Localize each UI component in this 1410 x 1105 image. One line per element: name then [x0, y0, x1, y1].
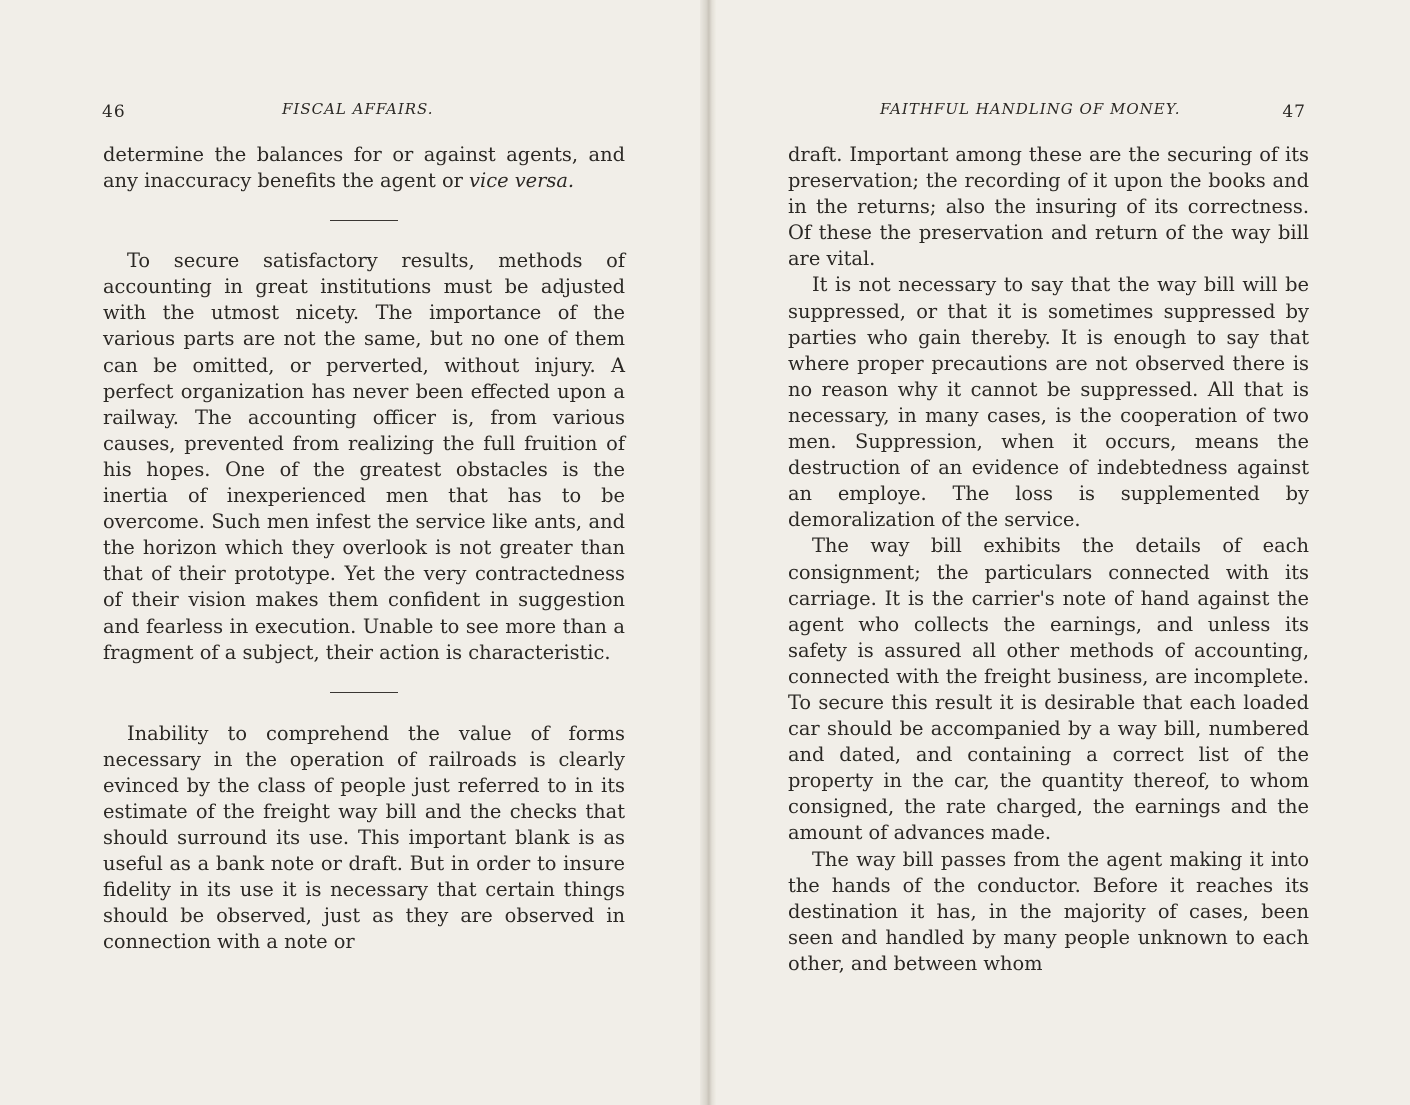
left-running-head: FISCAL AFFAIRS.	[282, 100, 434, 118]
left-paragraph-3: Inability to comprehend the value of forms necessary in the operation of railroads is clearly evinced by the class of people just referred to in its estimate of the freight way bill and the checks that should surround its use. This important blank is as useful as a bank note or draft. But in order to insure fidelity in its use it is necessary that certain things should be observed, just as they are observed in connection with a note or	[103, 721, 625, 954]
left-page-number: 46	[102, 102, 126, 122]
book-gutter	[700, 0, 716, 1105]
left-page-body	[103, 142, 625, 956]
left-page-header	[102, 100, 624, 124]
right-running-head: FAITHFUL HANDLING OF MONEY.	[880, 100, 1181, 118]
right-paragraph-2: It is not necessary to say that the way bill will be suppressed, or that it is sometimes suppressed by parties who gain thereby. It is enough to say that where proper precautions are not observed there is no reason why it cannot be suppressed. All that is necessary, in many cases, is the cooperation of two men. Suppression, when it occurs, means the destruction of an evidence of indebtedness against an employe. The loss is supplemented by demoralization of the service.	[788, 273, 1309, 532]
right-paragraph-1: draft. Important among these are the securing of its preservation; the recording of it upon the books and in the returns; also the insuring of its correctness. Of these the preservation and return of the way bill are vital.	[788, 143, 1309, 271]
right-page-header	[788, 100, 1306, 124]
right-paragraph-4: The way bill passes from the agent making it into the hands of the conductor. Before it reaches its destination it has, in the majority of cases, been seen and handled by many people unknown to each other, and between whom	[788, 847, 1309, 975]
left-page	[0, 0, 700, 1105]
left-paragraph-1	[103, 142, 625, 194]
left-paragraph-2: To secure satisfactory results, methods of accounting in great institutions must be adjusted with the utmost nicety. The importance of the various parts are not the same, but no one of them can be omitted, or perverted, without injury. A perfect organization has never been effected upon a railway. The accounting officer is, from various causes, prevented from realizing the full fruition of his hopes. One of the greatest obstacles is the inertia of inexperienced men that has to be overcome. Such men infest the service like ants, and the horizon which they overlook is not greater than that of their prototype. Yet the very contractedness of their vision makes them confident in suggestion and fearless in execution. Unable to see more than a fragment of a subject, their action is characteristic.	[103, 249, 625, 664]
left-paragraph-1-italic: vice versa.	[469, 169, 575, 193]
right-page	[716, 0, 1410, 1105]
right-page-body	[788, 142, 1309, 977]
section-divider	[330, 220, 398, 221]
right-page-number: 47	[1282, 102, 1306, 122]
right-paragraph-3: The way bill exhibits the details of each consignment; the particulars connected with its carriage. It is the carrier's note of hand against the agent who collects the earnings, and unless its safety is assured all other methods of accounting, connected with the freight business, are incomplete. To secure this result it is desirable that each loaded car should be accompanied by a way bill, numbered and dated, and containing a correct list of the property in the car, the quantity thereof, to whom consigned, the rate charged, the earnings and the amount of advances made.	[788, 534, 1309, 845]
section-divider	[330, 692, 398, 693]
left-paragraph-1-text: determine the balances for or against agents, and any inaccuracy benefits the agent or	[103, 143, 625, 193]
